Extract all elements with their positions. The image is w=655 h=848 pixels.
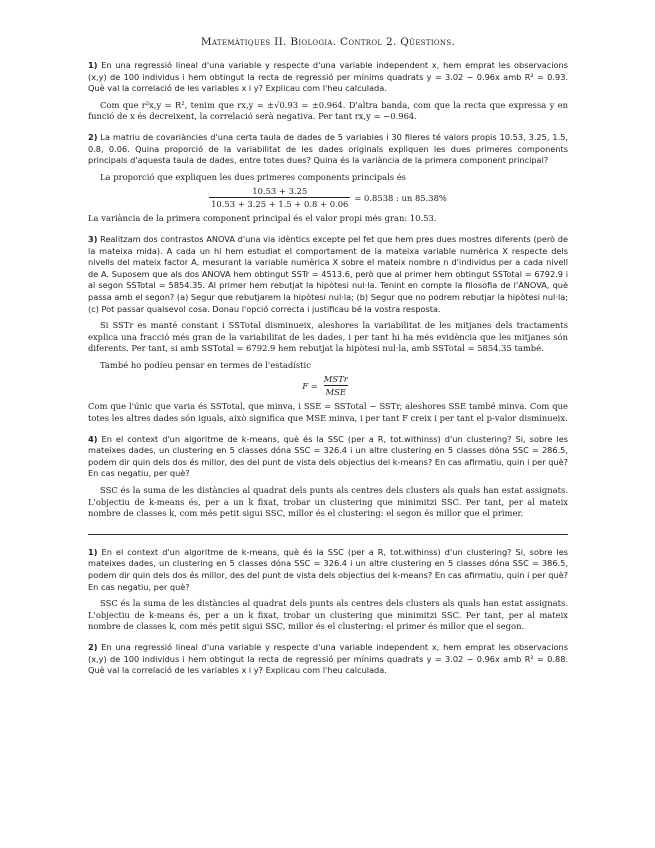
version2-question-1 [88,547,568,593]
question-number: 3) [88,233,98,244]
fraction-numerator: 10.53 + 3.25 [252,186,308,197]
document-page [88,36,568,677]
answer-4: SSC és la suma de les distàncies al quadrat dels punts als centres dels clusters als quals han estat assignats. L'objectiu de k-means és, per a un k fixat, trobar un clustering que minimitzi SSC. Per tant, per al mateix nombre de classes k, com més petit sigui SSC, millor és el clustering: el segon és millor que el primer. [88,485,568,519]
answer-3-part3: Com que l'únic que varia és SSTotal, que minva, i SSE = SSTotal − SSTr, aleshores SSE també minva. Com que totes les altres dades són iguals, això significa que MSE minva, i per tant F creix i per tant el p-valor disminueix. [88,401,568,424]
question-text: Realitzam dos contrastos ANOVA d'una via idèntics excepte pel fet que hem pres dues mostres diferents (però de la mateixa mida). A cada un hi hem estudiat el comportament de la mateixa variable numèrica X respecte dels nivells del mateix factor A, mesurant la variable numèrica X sobre el mateix nombre n d'individus per a cada nivell de A. Suposem que als dos ANOVA hem obtingut SSTr = 4513.6, però que al primer hem obtingut SSTotal = 6792.9 i al segon SSTotal = 5854.35. Al primer hem rebutjat la hipòtesi nul·la. Tenint en compte la filosofia de l'ANOVA, què passa amb el segon? (a) Segur que rebutjarem la hipòtesi nul·la; (b) Segur que no podrem rebutjar la hipòtesi nul·la; (c) Pot passar qualsevol cosa. Donau l'opció correcta i justificau bé la vostra resposta. [88,233,569,314]
question-2 [88,132,568,167]
answer-2-intro: La proporció que expliquen les dues primeres components principals és [100,171,406,182]
question-4 [88,434,568,480]
question-3 [88,234,568,315]
answer-3-part1: Si SSTr es manté constant i SSTotal disminueix, aleshores la variabilitat de les mitjanes dels tractaments explica una fracció més gran de la variabilitat de les dades, i per tant hi ha més evidència que les mitjanes són diferents. Per tant, si amb SSTotal = 6792.9 hem rebutjat la hipòtesi nul·la, amb SSTotal = 5854.35 també. [88,320,568,354]
f-numerator: MSTr [323,374,348,385]
version2-answer-1: SSC és la suma de les distàncies al quadrat dels punts als centres dels clusters als quals han estat assignats. L'objectiu de k-means és, per a un k fixat, trobar un clustering que minimitzi SSC. Per tant, per al mateix nombre de classes k, com més petit sigui SSC, millor és el clustering: el primer és millor que el segon. [88,598,568,632]
question-1 [88,60,568,95]
question-text: En el context d'un algoritme de k-means, què és la SSC (per a R, tot.withinss) d'un clustering? Si, sobre les mateixes dades, un clustering en 5 classes dóna SSC = 326.4 i un altre clustering en 5 classes dóna SSC = 386.5, podem dir quin dels dos és millor, des del punt de vista dels objectius del k-means? En cas afirmatiu, quin i per què? En cas negatiu, per què? [88,546,568,592]
f-statistic-formula [88,374,568,397]
fraction-denominator: 10.53 + 3.25 + 1.5 + 0.8 + 0.06 [211,199,349,210]
answer-3-part2: També ho podíeu pensar en termes de l'estadístic [100,359,311,370]
question-number: 2) [88,131,98,142]
question-text: La matriu de covariàncies d'una certa taula de dades de 5 variables i 30 fileres té valors propis 10.53, 3.25, 1.5, 0.8, 0.06. Quina proporció de la variabilitat de les dades originals expliquen les dues primeres components principals d'aquesta taula de dades, entre totes dues? Quina és la variància de la primera component principal? [88,131,569,166]
proportion-formula [88,186,568,209]
f-denominator: MSE [325,387,346,398]
f-lhs: F = [302,380,318,391]
answer-2-end: La variància de la primera component principal és el valor propi més gran: 10.53. [88,213,437,224]
section-divider [88,534,568,535]
fraction-result: = 0.8538 : un 85.38% [354,192,447,203]
question-number: 4) [88,433,98,444]
version2-question-2 [88,642,568,677]
question-text: En el context d'un algoritme de k-means, què és la SSC (per a R, tot.withinss) d'un clustering? Si, sobre les mateixes dades, un clustering en 5 classes dóna SSC = 326.4 i un altre clustering en 5 classes dóna SSC = 286.5, podem dir quin dels dos és millor, des del punt de vista dels objectius del k-means? En cas afirmatiu, quin i per què? En cas negatiu, per què? [88,433,568,479]
answer-1: Com que r²x,y = R², tenim que rx,y = ±√0.93 = ±0.964. D'altra banda, com que la recta que expressa y en funció de x és decreixent, la correlació serà negativa. Per tant rx,y = −0.964. [88,99,568,122]
page-title: Matemàtiques II. Biologia. Control 2. Qüestions. [200,36,456,48]
question-text: En una regressió lineal d'una variable y respecte d'una variable independent x, hem emprat les observacions (x,y) de 100 individus i hem obtingut la recta de regressió per mínims quadrats y = 3.02 − 0.96x amb R² = 0.88. Què val la correlació de les variables x i y? Explicau com l'heu calculada. [88,641,568,676]
question-text: En una regressió lineal d'una variable y respecte d'una variable independent x, hem emprat les observacions (x,y) de 100 individus i hem obtingut la recta de regressió per mínims quadrats y = 3.02 − 0.96x amb R² = 0.93. Què val la correlació de les variables x i y? Explicau com l'heu calculada. [88,60,568,94]
question-number: 1) [88,546,98,557]
question-number: 2) [88,641,98,652]
question-number: 1) [88,60,98,70]
